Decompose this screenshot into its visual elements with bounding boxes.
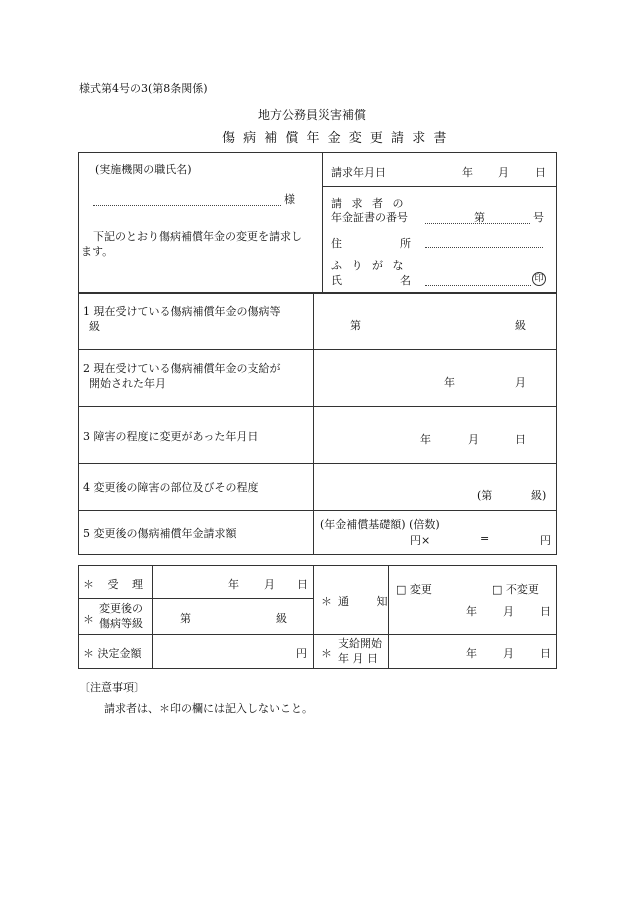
request-text-line1: 下記のとおり傷病補償年金の変更を請求し xyxy=(93,230,302,243)
start-year: 年 xyxy=(466,647,477,660)
certificate-label-line1: 請 求 者 の xyxy=(331,197,407,210)
item5-label: 5 変更後の傷病補償年金請求額 xyxy=(83,527,237,540)
item2-label-line1: 2 現在受けている傷病補償年金の支給が xyxy=(83,362,281,375)
request-date-label: 請求年月日 xyxy=(331,166,386,179)
receipt-month: 月 xyxy=(264,578,275,591)
item1-label-line1: 1 現在受けている傷病補償年金の傷病等 xyxy=(83,305,281,318)
grade-star: ＊ xyxy=(83,613,94,626)
form-number: 様式第4号の3(第8条関係) xyxy=(79,82,208,95)
notice-star: ＊ xyxy=(321,595,332,608)
items-section xyxy=(78,293,557,555)
agency-name-label: (実施機関の職氏名) xyxy=(95,163,192,176)
item5-equals: = xyxy=(480,532,490,545)
item3-year: 年 xyxy=(420,433,431,446)
certificate-label-line2: 年金証書の番号 xyxy=(331,211,408,224)
item2-label-line2: 開始された年月 xyxy=(89,377,166,390)
agency-name-line[interactable] xyxy=(93,205,281,206)
grade-kyu: 級 xyxy=(276,612,287,625)
request-text-line2: ます。 xyxy=(81,245,114,258)
item3-label: 3 障害の程度に変更があった年月日 xyxy=(83,430,259,443)
grade-dai: 第 xyxy=(180,612,191,625)
notice-label: 通 知 xyxy=(338,595,400,608)
notice-nochange-checkbox[interactable]: □ 不変更 xyxy=(492,583,539,596)
item3-day: 日 xyxy=(515,433,526,446)
item1-label-line2: 級 xyxy=(89,320,100,333)
request-date-year: 年 xyxy=(462,166,473,179)
item4-dai: (第 xyxy=(477,489,493,502)
request-date-month: 月 xyxy=(498,166,509,179)
request-date-day: 日 xyxy=(535,166,546,179)
item3-month: 月 xyxy=(468,433,479,446)
receipt-label: ＊ 受 理 xyxy=(83,578,148,591)
name-label-a: 氏 xyxy=(331,274,342,287)
start-label-line1: 支給開始 xyxy=(338,637,382,650)
grade-label-line1: 変更後の xyxy=(99,602,143,615)
item4-kyu: 級) xyxy=(531,489,547,502)
item1-kyu: 級 xyxy=(515,319,526,332)
notice-change-checkbox[interactable]: □ 変更 xyxy=(396,583,432,596)
name-field[interactable] xyxy=(425,285,531,286)
start-day: 日 xyxy=(540,647,551,660)
form-title: 傷 病 補 償 年 金 変 更 請 求 書 xyxy=(222,131,449,146)
address-label-a: 住 xyxy=(331,237,342,250)
notice-year: 年 xyxy=(466,605,477,618)
notes-heading: 〔注意事項〕 xyxy=(79,681,145,694)
receipt-day: 日 xyxy=(297,578,308,591)
start-label-line2: 年 月 日 xyxy=(338,652,378,665)
name-label-b: 名 xyxy=(400,274,411,287)
address-label-b: 所 xyxy=(400,237,411,250)
seal-mark: 印 xyxy=(532,272,546,286)
organization-title: 地方公務員災害補償 xyxy=(258,108,367,122)
furigana-label: ふ り が な xyxy=(331,259,407,272)
item5-note: (年金補償基礎額) (倍数) xyxy=(320,518,440,531)
item5-yen-times: 円× xyxy=(410,534,431,547)
item2-year: 年 xyxy=(444,376,455,389)
item4-label: 4 変更後の障害の部位及びその程度 xyxy=(83,481,259,494)
certificate-number-field[interactable] xyxy=(425,223,530,224)
start-month: 月 xyxy=(503,647,514,660)
receipt-year: 年 xyxy=(228,578,239,591)
grade-label-line2: 傷病等級 xyxy=(99,617,143,630)
certificate-dai: 第 xyxy=(474,211,485,224)
office-use-section xyxy=(78,565,557,669)
amount-label: ＊ 決定金額 xyxy=(83,647,142,660)
notes-text: 請求者は、＊印の欄には記入しないこと。 xyxy=(104,702,313,715)
start-star: ＊ xyxy=(321,647,332,660)
address-field[interactable] xyxy=(425,247,543,248)
item1-dai: 第 xyxy=(350,319,361,332)
item2-month: 月 xyxy=(515,376,526,389)
honorific: 様 xyxy=(284,193,295,206)
notice-day: 日 xyxy=(540,605,551,618)
certificate-go: 号 xyxy=(533,211,544,224)
amount-yen: 円 xyxy=(296,647,307,660)
notice-month: 月 xyxy=(503,605,514,618)
item5-yen: 円 xyxy=(540,534,551,547)
